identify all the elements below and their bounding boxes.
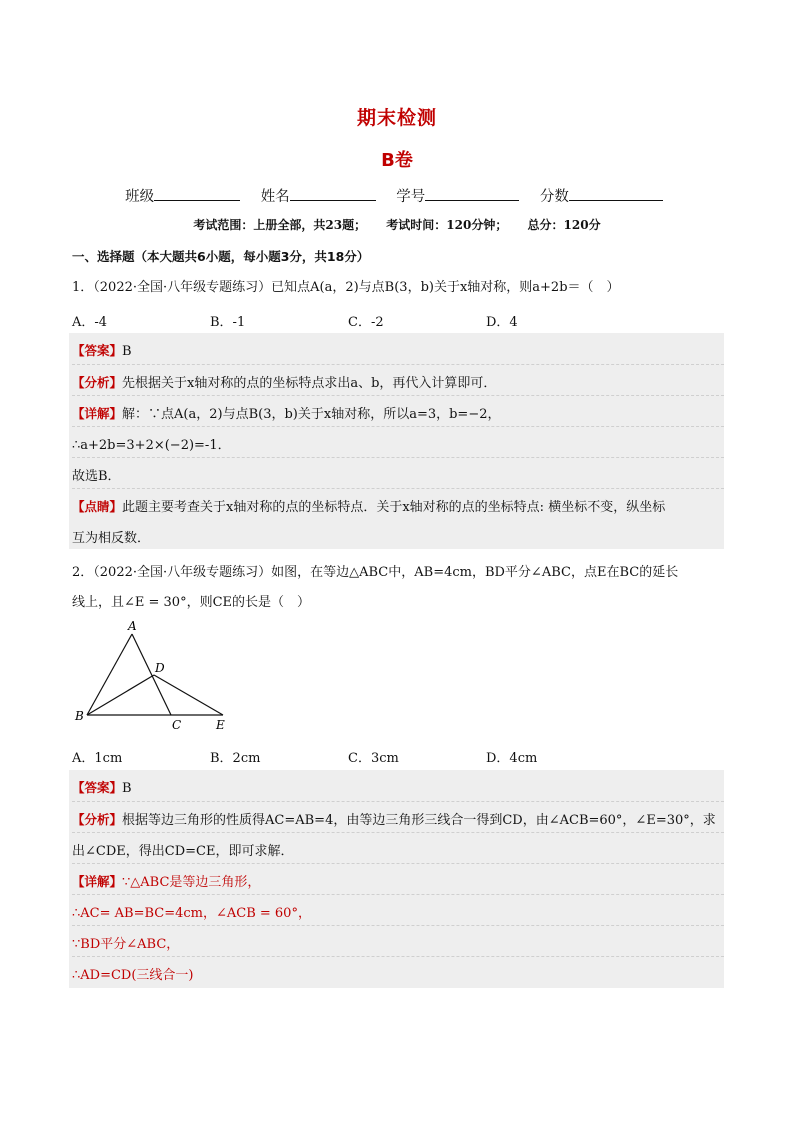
section-heading: 一、选择题（本大题共6小题，每小题3分，共18分） <box>72 249 370 264</box>
segment-ac <box>132 634 171 715</box>
segment-bd <box>87 675 154 715</box>
q1-answer: 【答案】B <box>72 343 132 359</box>
vertex-b-label: B <box>75 709 84 723</box>
class-blank[interactable] <box>154 184 240 201</box>
q1-option-a[interactable]: A．-4 <box>72 315 108 330</box>
q1-detail-line-1: 【详解】解：∵点A(a，2)与点B(3，b)关于x轴对称，所以a=3，b=−2， <box>72 406 501 422</box>
q1-comment-line-1: 【点睛】此题主要考查关于x轴对称的点的坐标特点．关于x轴对称的点的坐标特点: 横坐标不变，纵坐标 <box>72 499 666 515</box>
exam-scope: 考试范围：上册全部，共23题； <box>193 218 367 232</box>
q2-answer: 【答案】B <box>72 780 132 796</box>
q2-option-a[interactable]: A．1cm <box>72 751 123 766</box>
name-label: 姓名 <box>260 189 290 205</box>
triangle-figure <box>70 618 240 736</box>
exam-total: 总分：120分 <box>527 218 601 232</box>
page-subtitle: B卷 <box>381 150 413 171</box>
student-id-blank[interactable] <box>425 184 519 201</box>
q2-detail-line-3: ∵BD平分∠ABC， <box>72 937 180 952</box>
q1-analysis: 【分析】先根据关于x轴对称的点的坐标特点求出a、b，再代入计算即可． <box>72 375 497 391</box>
q1-comment-line-2: 互为相反数． <box>72 531 151 546</box>
q2-detail-line-4: ∴AD=CD(三线合一) <box>72 968 194 983</box>
q1-detail-line-2: ∴a+2b=3+2×(−2)=-1． <box>72 438 231 453</box>
vertex-e-label: E <box>216 718 225 732</box>
class-label: 班级 <box>125 189 155 205</box>
exam-time: 考试时间：120分钟； <box>386 218 508 232</box>
q1-detail-line-3: 故选B． <box>72 469 121 484</box>
vertex-d-label: D <box>155 661 165 675</box>
vertex-c-label: C <box>172 718 182 732</box>
question-2-stem-line-1: 2．（2022·全国·八年级专题练习）如图，在等边△ABC中，AB=4cm，BD平分∠ABC，点E在BC的延长 <box>72 565 679 580</box>
score-blank[interactable] <box>569 184 663 201</box>
student-id-label: 学号 <box>396 189 426 205</box>
q2-analysis-line-1: 【分析】根据等边三角形的性质得AC=AB=4，由等边三角形三线合一得到CD，由∠ACB=60°，∠E=30°，求 <box>72 812 716 828</box>
name-blank[interactable] <box>290 184 376 201</box>
q2-detail-line-2: ∴AC= AB=BC=4cm，∠ACB = 60°， <box>72 906 311 921</box>
score-label: 分数 <box>539 189 569 205</box>
q2-analysis-line-2: 出∠CDE，得出CD=CE，即可求解． <box>72 844 294 859</box>
page-title: 期末检测 <box>356 107 437 129</box>
segment-ab <box>87 634 132 715</box>
exam-info <box>0 216 794 233</box>
student-info-row <box>0 184 794 206</box>
question-2-stem-line-2: 线上，且∠E = 30°，则CE的长是（ ） <box>72 595 311 610</box>
q2-option-d[interactable]: D．4cm <box>486 751 538 766</box>
question-1-stem: 1．（2022·全国·八年级专题练习）已知点A(a，2)与点B(3，b)关于x轴对称，则a+2b＝（ ） <box>72 280 620 295</box>
q1-option-d[interactable]: D．4 <box>486 315 518 330</box>
q2-option-b[interactable]: B．2cm <box>210 751 261 766</box>
segment-de <box>154 675 223 715</box>
q2-detail-line-1: 【详解】∵△ABC是等边三角形， <box>72 874 261 890</box>
q1-option-c[interactable]: C．-2 <box>348 315 384 330</box>
q1-option-b[interactable]: B．-1 <box>210 315 246 330</box>
q2-option-c[interactable]: C．3cm <box>348 751 399 766</box>
vertex-a-label: A <box>128 619 137 633</box>
